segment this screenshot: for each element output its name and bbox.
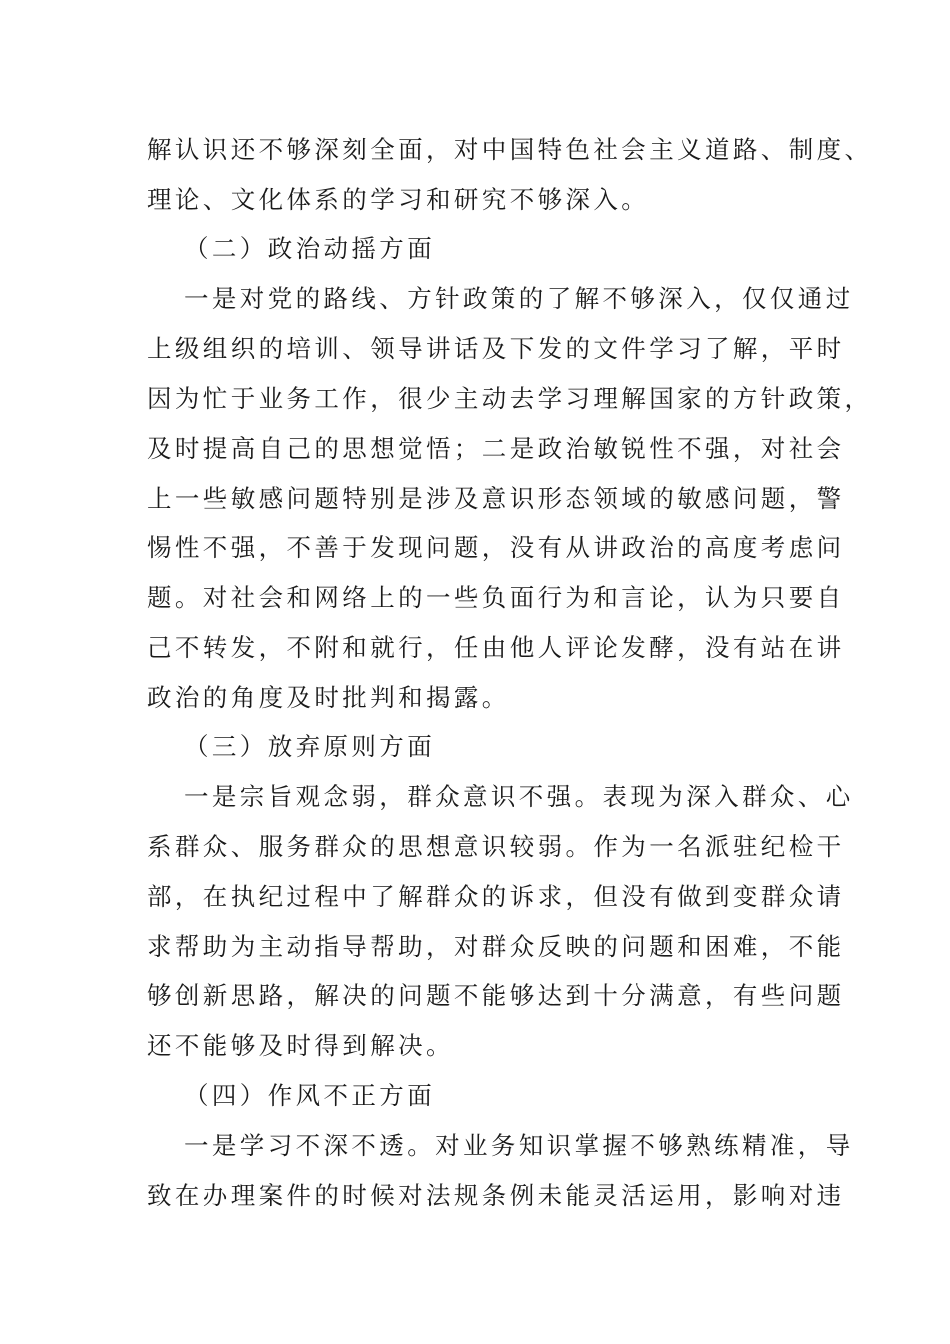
paragraph-line: 一是宗旨观念弱，群众意识不强。表现为深入群众、心: [184, 782, 854, 811]
section-heading: （三）放弃原则方面: [184, 732, 436, 761]
paragraph-line: 上级组织的培训、领导讲话及下发的文件学习了解，平时: [147, 334, 845, 363]
paragraph-line: 一是学习不深不透。对业务知识掌握不够熟练精准，导: [184, 1131, 854, 1160]
paragraph-line: 系群众、服务群众的思想意识较弱。作为一名派驻纪检干: [147, 832, 845, 861]
paragraph-line: 还不能够及时得到解决。: [147, 1031, 454, 1060]
paragraph-line: 惕性不强，不善于发现问题，没有从讲政治的高度考虑问: [147, 533, 845, 562]
paragraph-line: 理论、文化体系的学习和研究不够深入。: [147, 185, 650, 214]
paragraph-line: 及时提高自己的思想觉悟；二是政治敏锐性不强，对社会: [147, 434, 845, 463]
paragraph-line: 一是对党的路线、方针政策的了解不够深入，仅仅通过: [184, 284, 854, 313]
paragraph-line: 致在办理案件的时候对法规条例未能灵活运用，影响对违: [147, 1181, 845, 1210]
paragraph-line: 因为忙于业务工作，很少主动去学习理解国家的方针政策，: [147, 384, 873, 413]
paragraph-line: 够创新思路，解决的问题不能够达到十分满意，有些问题: [147, 981, 845, 1010]
paragraph-line: 求帮助为主动指导帮助，对群众反映的问题和困难，不能: [147, 932, 845, 961]
paragraph-line: 题。对社会和网络上的一些负面行为和言论，认为只要自: [147, 583, 845, 612]
paragraph-line: 政治的角度及时批判和揭露。: [147, 683, 510, 712]
paragraph-line: 己不转发，不附和就行，任由他人评论发酵，没有站在讲: [147, 633, 845, 662]
paragraph-line: 解认识还不够深刻全面，对中国特色社会主义道路、制度、: [147, 135, 873, 164]
section-heading: （四）作风不正方面: [184, 1081, 436, 1110]
paragraph-line: 上一些敏感问题特别是涉及意识形态领域的敏感问题，警: [147, 484, 845, 513]
section-heading: （二）政治动摇方面: [184, 234, 436, 263]
paragraph-line: 部，在执纪过程中了解群众的诉求，但没有做到变群众请: [147, 882, 845, 911]
